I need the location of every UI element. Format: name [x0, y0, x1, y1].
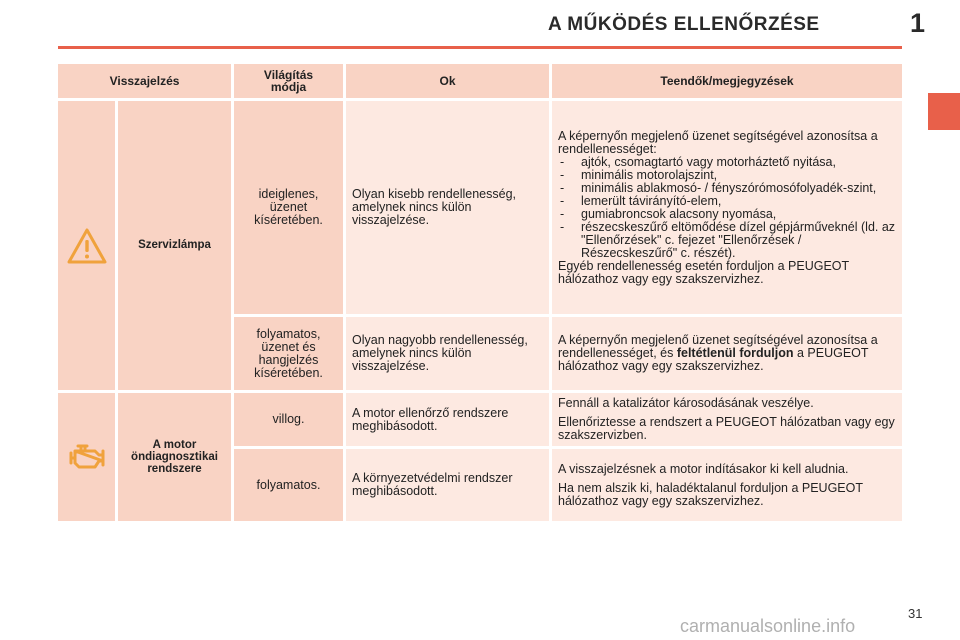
warning-triangle-icon — [66, 227, 108, 265]
column-header-teendok: Teendők/megjegyzések — [552, 64, 902, 98]
chapter-number: 1 — [910, 8, 926, 38]
action-list — [558, 156, 896, 260]
action-cell — [552, 449, 902, 521]
engine-icon — [65, 441, 109, 473]
cause-text: A motor ellenőrző rendszere meghibásodott. — [346, 393, 549, 446]
action-cell — [552, 317, 902, 390]
page-title: A MŰKÖDÉS ELLENŐRZÉSE — [548, 14, 820, 35]
action-cell — [552, 393, 902, 446]
list-item: - részecskeszűrő eltömődése dízel gépjárműveknél (ld. az "Ellenőrzések" c. fejezet "Ellenőrzések / Részecskeszűrő" c. részét). — [558, 221, 896, 260]
action-intro: A képernyőn megjelenő üzenet segítségével azonosítsa a rendellenességet: — [558, 128, 878, 156]
action-text: A visszajelzésnek a motor indításakor ki kell aludnia. — [558, 461, 849, 476]
lamp-name-service: Szervizlámpa — [118, 101, 231, 390]
chapter-tab[interactable] — [928, 93, 960, 130]
list-item: - ajtók, csomagtartó vagy motorháztető nyitása, — [558, 156, 896, 169]
lighting-mode: ideiglenes, üzenet kíséretében. — [234, 101, 343, 314]
lighting-mode: villog. — [234, 393, 343, 446]
lighting-mode: folyamatos. — [234, 449, 343, 521]
lamp-name-engine: A motor öndiagnosztikai rendszere — [118, 393, 231, 521]
cause-text: A környezetvédelmi rendszer meghibásodott. — [346, 449, 549, 521]
lighting-mode: folyamatos, üzenet és hangjelzés kíséretében. — [234, 317, 343, 390]
watermark: carmanualsonline.info — [680, 616, 856, 636]
column-header-vilagitas: Világítás módja — [234, 64, 343, 98]
action-cell — [552, 101, 902, 314]
page-number: 31 — [908, 606, 923, 621]
action-text: a PEUGEOT hálózathoz vagy egy szakszervizhez. — [558, 346, 869, 373]
header-rule — [58, 46, 902, 49]
list-item: - gumiabroncsok alacsony nyomása, — [558, 208, 896, 221]
action-text: Ha nem alszik ki, haladéktalanul forduljon a PEUGEOT hálózathoz vagy egy szakszervizhez. — [558, 480, 863, 508]
column-header-visszajelzes: Visszajelzés — [58, 64, 231, 98]
action-text: Fennáll a katalizátor károsodásának veszélye. — [558, 396, 814, 410]
list-item: - minimális ablakmosó- / fényszórómosófolyadék-szint, — [558, 182, 896, 195]
list-item: - minimális motorolajszint, — [558, 169, 896, 182]
cause-text: Olyan nagyobb rendellenesség, amelynek nincs külön visszajelzése. — [346, 317, 549, 390]
lamp-cell-engine — [58, 393, 115, 521]
column-header-ok: Ok — [346, 64, 549, 98]
list-item: - lemerült távirányító-elem, — [558, 195, 896, 208]
action-text: Ellenőriztesse a rendszert a PEUGEOT hálózatban vagy egy szakszervizben. — [558, 415, 895, 442]
action-outro: Egyéb rendellenesség esetén forduljon a PEUGEOT hálózathoz vagy egy szakszervizhez. — [558, 258, 849, 286]
cause-text: Olyan kisebb rendellenesség, amelynek nincs külön visszajelzése. — [346, 101, 549, 314]
lamp-cell-service — [58, 101, 115, 390]
action-text: A képernyőn megjelenő üzenet segítségével azonosítsa a rendellenességet, és — [558, 333, 878, 360]
action-emphasis: feltétlenül forduljon — [676, 346, 794, 360]
